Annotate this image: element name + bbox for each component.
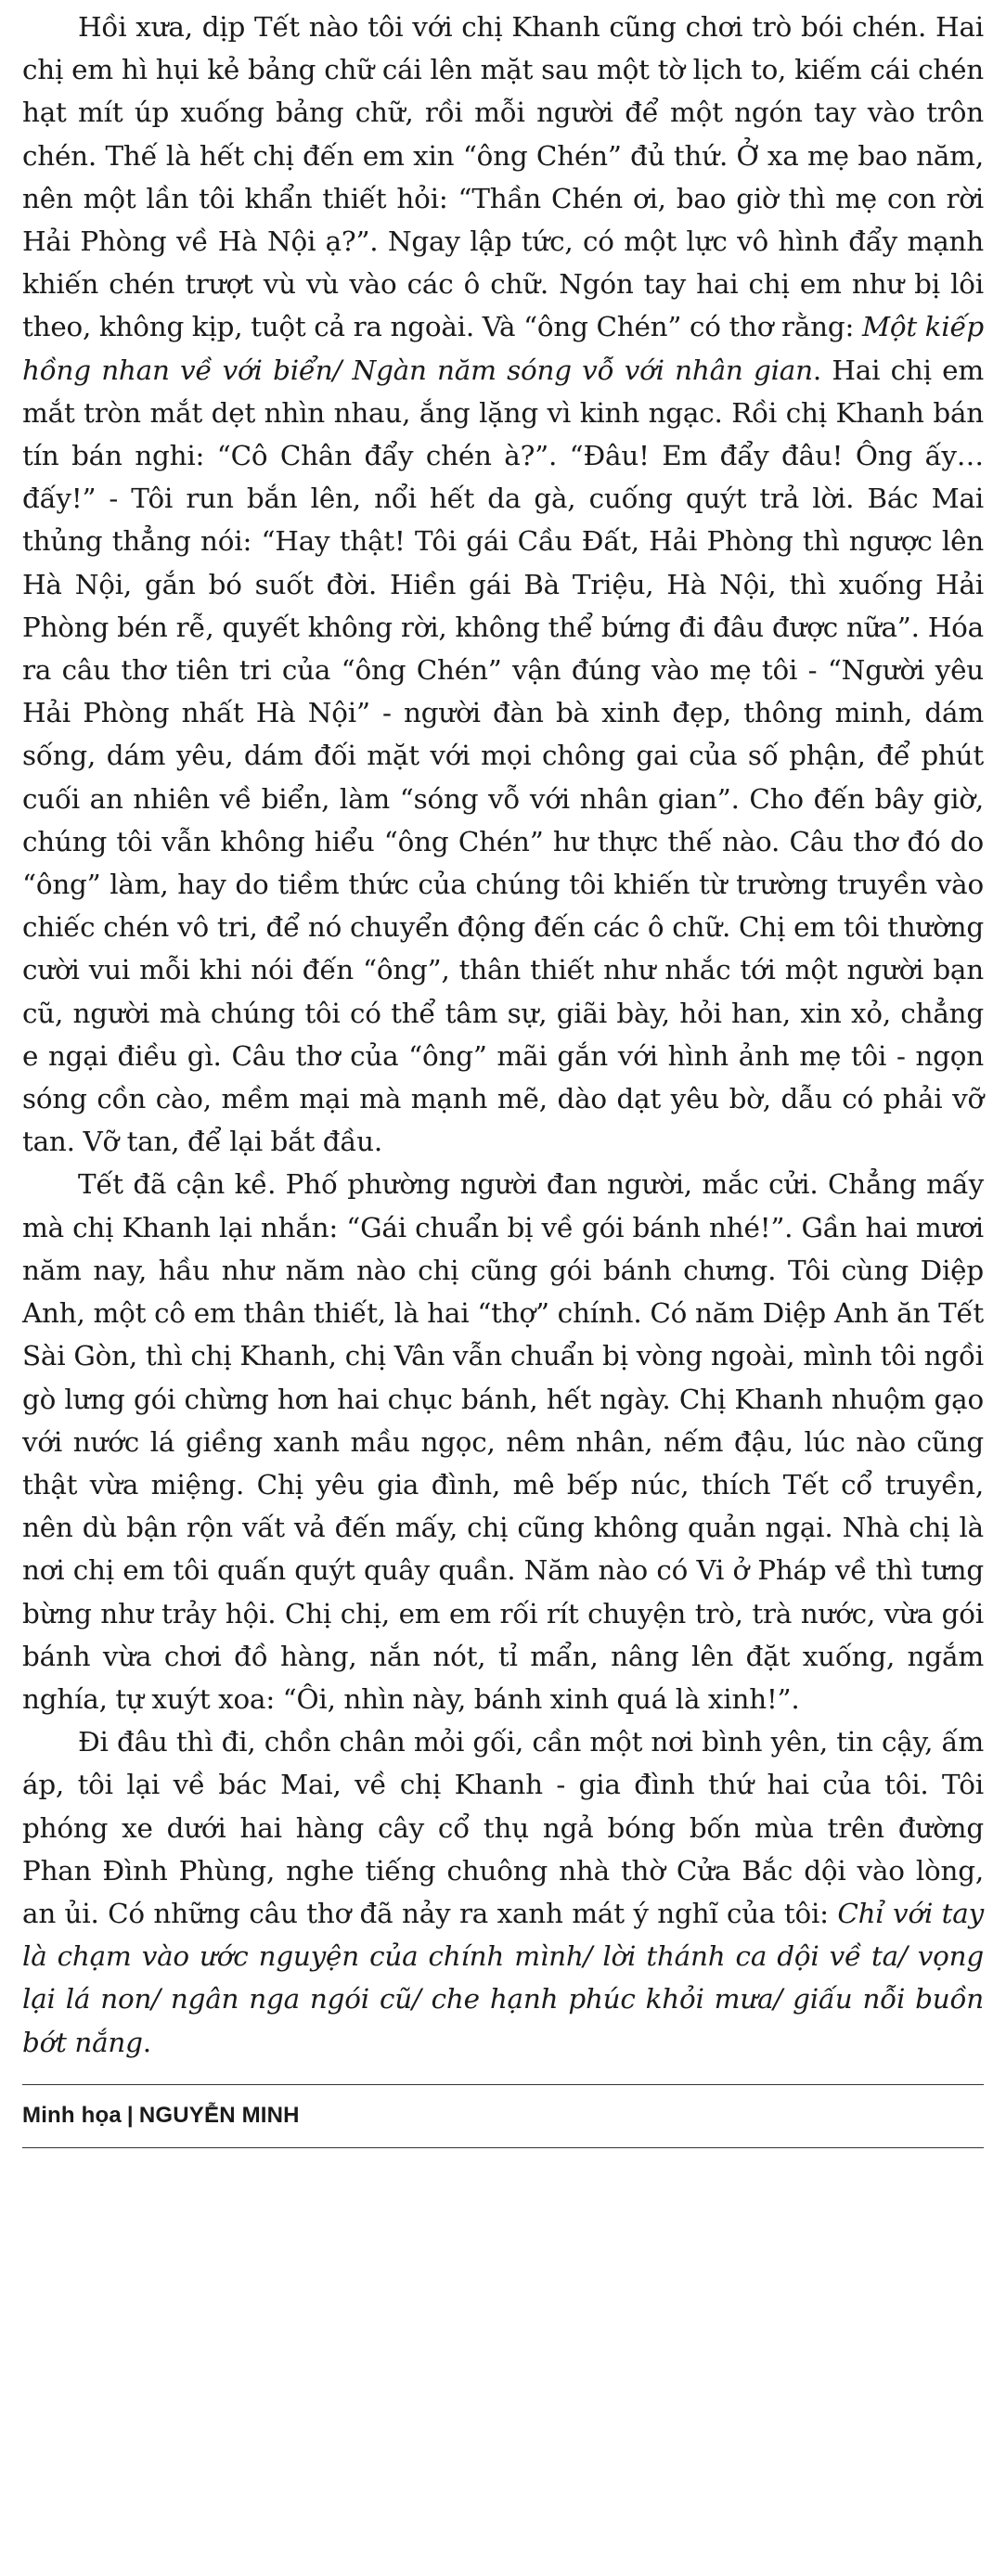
poem-quote: Chỉ với tay là chạm vào ước nguyện của chính mình/ lời thánh ca dội về ta/ vọng lại lá non/ ngân nga ngói cũ/ che hạnh phúc khỏi mưa/ giấu nỗi buồn bớt nắng bbox=[22, 1897, 984, 2058]
divider-bottom bbox=[22, 2147, 984, 2148]
paragraph-text: . Hai chị em mắt tròn mắt dẹt nhìn nhau, ắng lặng vì kinh ngạc. Rồi chị Khanh bán tín bán nghi: “Cô Chân đẩy chén à?”. “Đâu! Em đẩy đâu! Ông ấy… đấy!” - Tôi run bắn lên, nổi hết da gà, cuống quýt trả lời. Bác Mai thủng thẳng nói: “Hay thật! Tôi gái Cầu Đất, Hải Phòng thì ngược lên Hà Nội, gắn bó suốt đời. Hiền gái Bà Triệu, Hà Nội, thì xuống Hải Phòng bén rễ, quyết không rời, không thể bứng đi đâu được nữa”. Hóa ra câu thơ tiên tri của “ông Chén” vận đúng vào mẹ tôi - “Người yêu Hải Phòng nhất Hà Nội” - người đàn bà xinh đẹp, thông minh, dám sống, dám yêu, dám đối mặt với mọi chông gai của số phận, để phút cuối an nhiên về biển, làm “sóng vỗ với nhân gian”. Cho đến bây giờ, chúng tôi vẫn không hiểu “ông Chén” hư thực thế nào. Câu thơ đó do “ông” làm, hay do tiềm thức của chúng tôi khiến từ trường truyền vào chiếc chén vô tri, để nó chuyển động đến các ô chữ. Chị em tôi thường cười vui mỗi khi nói đến “ông”, thân thiết như nhắc tới một người bạn cũ, người mà chúng tôi có thể tâm sự, giãi bày, hỏi han, xin xỏ, chẳng e ngại điều gì. Câu thơ của “ông” mãi gắn với hình ảnh mẹ tôi - ngọn sóng cồn cào, mềm mại mà mạnh mẽ, dào dạt yêu bờ, dẫu có phải vỡ tan. Vỡ tan, để lại bắt đầu. bbox=[22, 354, 984, 1158]
paragraph-text: Đi đâu thì đi, chồn chân mỏi gối, cần một nơi bình yên, tin cậy, ấm áp, tôi lại về bác Mai, về chị Khanh - gia đình thứ hai của tôi. Tôi phóng xe dưới hai hàng cây cổ thụ ngả bóng bốn mùa trên đường Phan Đình Phùng, nghe tiếng chuông nhà thờ Cửa Bắc dội vào lòng, an ủi. Có những câu thơ đã nảy ra xanh mát ý nghĩ của tôi: bbox=[22, 1726, 984, 1929]
illustration-credit bbox=[22, 2085, 984, 2147]
article-page bbox=[22, 0, 984, 2148]
article-paragraph bbox=[22, 1163, 984, 1720]
article-body bbox=[22, 0, 984, 2064]
article-paragraph bbox=[22, 6, 984, 1163]
credit-artist: NGUYỄN MINH bbox=[138, 2102, 300, 2128]
paragraph-text: . bbox=[142, 2026, 151, 2058]
paragraph-text: Hồi xưa, dịp Tết nào tôi với chị Khanh cũng chơi trò bói chén. Hai chị em hì hụi kẻ bảng chữ cái lên mặt sau một tờ lịch to, kiếm cái chén hạt mít úp xuống bảng chữ, rồi mỗi người để một ngón tay vào trôn chén. Thế là hết chị đến em xin “ông Chén” đủ thứ. Ở xa mẹ bao năm, nên một lần tôi khẩn thiết hỏi: “Thần Chén ơi, bao giờ thì mẹ con rời Hải Phòng về Hà Nội ạ?”. Ngay lập tức, có một lực vô hình đẩy mạnh khiến chén trượt vù vù vào các ô chữ. Ngón tay hai chị em như bị lôi theo, không kịp, tuột cả ra ngoài. Và “ông Chén” có thơ rằng: bbox=[22, 11, 984, 343]
credit-separator: | bbox=[126, 2102, 134, 2128]
paragraph-text: Tết đã cận kề. Phố phường người đan người, mắc cửi. Chẳng mấy mà chị Khanh lại nhắn: “Gái chuẩn bị về gói bánh nhé!”. Gần hai mươi năm nay, hầu như năm nào chị cũng gói bánh chưng. Tôi cùng Diệp Anh, một cô em thân thiết, là hai “thợ” chính. Có năm Diệp Anh ăn Tết Sài Gòn, thì chị Khanh, chị Vân vẫn chuẩn bị vòng ngoài, mình tôi ngồi gò lưng gói chừng hơn hai chục bánh, hết ngày. Chị Khanh nhuộm gạo với nước lá giềng xanh mầu ngọc, nêm nhân, nếm đậu, lúc nào cũng thật vừa miệng. Chị yêu gia đình, mê bếp núc, thích Tết cổ truyền, nên dù bận rộn vất vả đến mấy, chị cũng không quản ngại. Nhà chị là nơi chị em tôi quấn quýt quây quần. Năm nào có Vi ở Pháp về thì tưng bừng như trảy hội. Chị chị, em em rối rít chuyện trò, trà nước, vừa gói bánh vừa chơi đồ hàng, nắn nót, tỉ mẩn, nâng lên đặt xuống, ngắm nghía, tự xuýt xoa: “Ôi, nhìn này, bánh xinh quá là xinh!”. bbox=[22, 1168, 984, 1715]
credit-label: Minh họa bbox=[22, 2102, 122, 2128]
article-paragraph bbox=[22, 1720, 984, 2064]
poem-quote: Một kiếp hồng nhan về với biển/ Ngàn năm sóng vỗ với nhân gian bbox=[22, 311, 984, 386]
